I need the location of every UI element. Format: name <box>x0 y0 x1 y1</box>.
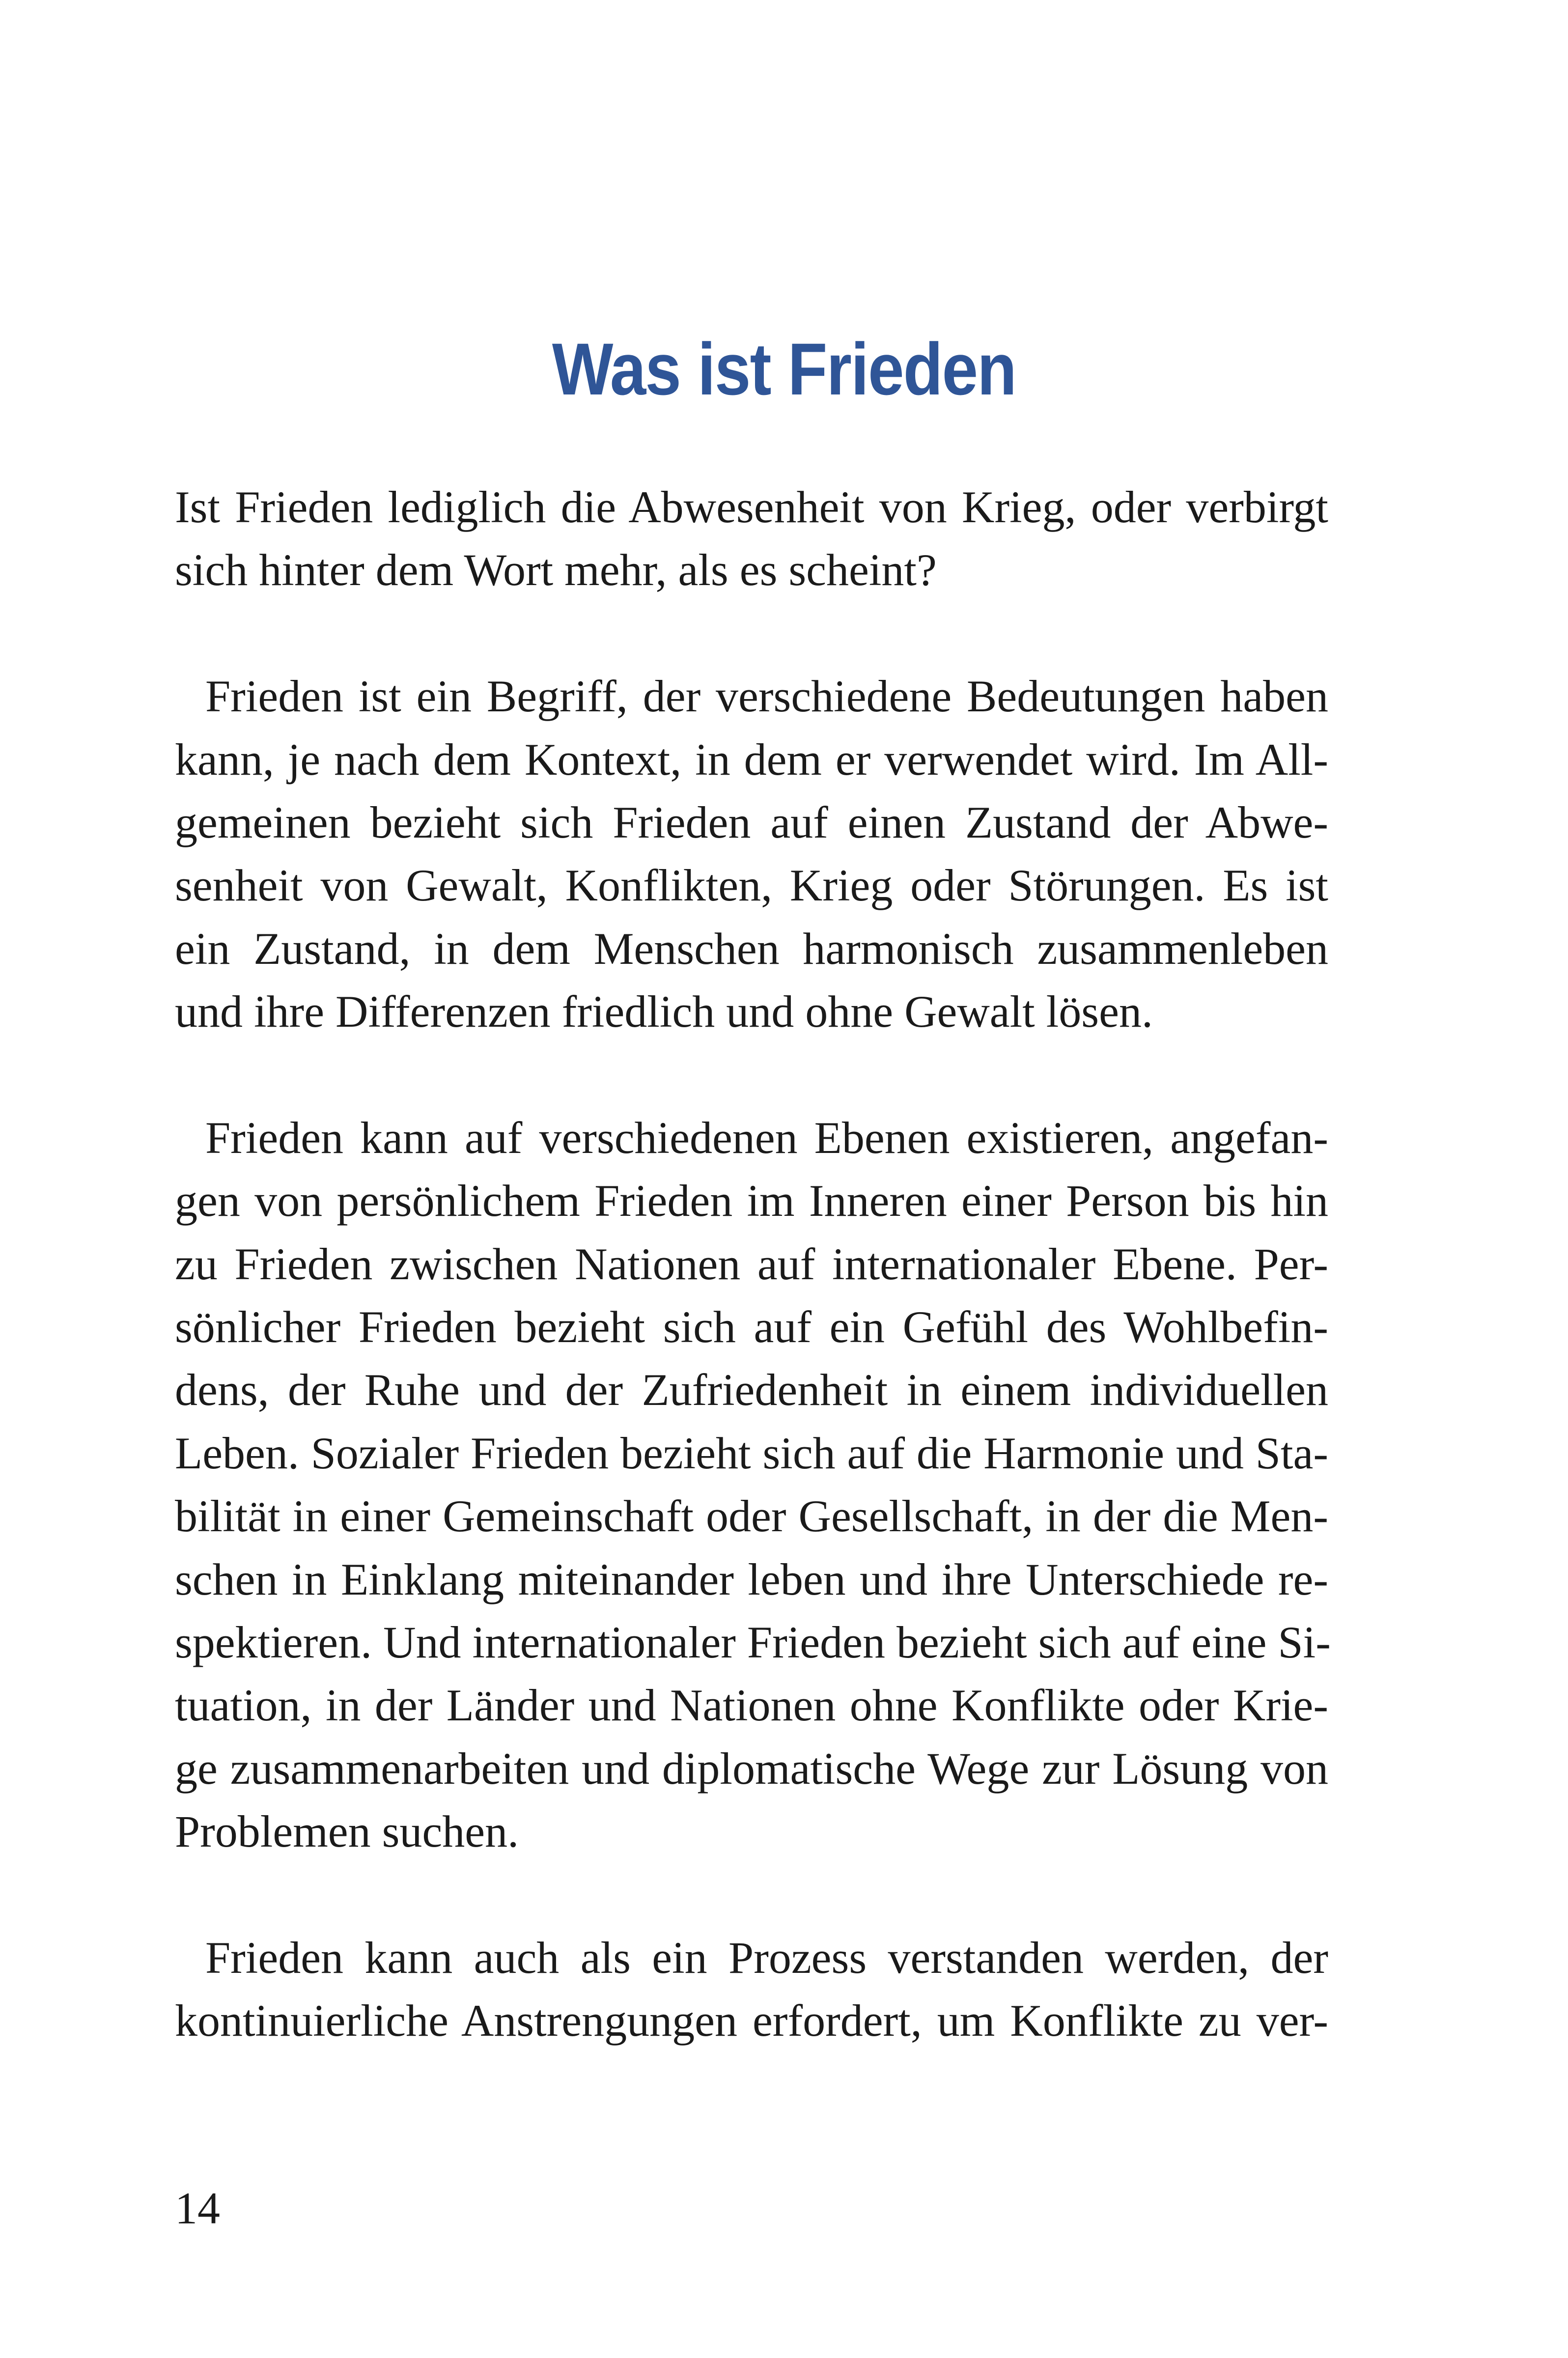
text-line: sönlicher Frieden bezieht sich auf ein Gefühl des Wohlbefin- <box>175 1302 1328 1352</box>
text-line: und ihre Differenzen friedlich und ohne Gewalt lösen. <box>175 986 1153 1037</box>
paragraph-3 <box>175 1106 1331 1863</box>
text-line: kann, je nach dem Kontext, in dem er verwendet wird. Im All- <box>175 734 1328 785</box>
text-line: gen von persönlichem Frieden im Inneren einer Person bis hin <box>175 1176 1328 1226</box>
text-line: kontinuierliche Anstrengungen erfordert, um Konflikte zu ver- <box>175 1995 1328 2046</box>
text-line: ein Zustand, in dem Menschen harmonisch zusammenleben <box>175 923 1328 974</box>
text-line: Leben. Sozialer Frieden bezieht sich auf die Harmonie und Sta- <box>175 1428 1328 1478</box>
page-number: 14 <box>175 2183 220 2233</box>
text-line: schen in Einklang miteinander leben und ihre Unterschiede re- <box>175 1554 1328 1604</box>
text-line: Ist Frieden lediglich die Abwesenheit von Krieg, oder verbirgt <box>175 482 1328 532</box>
text-line: spektieren. Und internationaler Frieden bezieht sich auf eine Si- <box>175 1617 1331 1668</box>
text-line: Frieden ist ein Begriff, der verschiedene Bedeutungen haben <box>205 671 1328 722</box>
paragraph-1 <box>175 476 1328 602</box>
chapter-title: Was ist Frieden <box>552 327 1016 410</box>
paragraph-2 <box>175 665 1328 1043</box>
text-line: zu Frieden zwischen Nationen auf internationaler Ebene. Per- <box>175 1238 1328 1289</box>
text-line: tuation, in der Länder und Nationen ohne Konflikte oder Krie- <box>175 1680 1328 1731</box>
text-line: Frieden kann auch als ein Prozess verstanden werden, der <box>205 1932 1328 1983</box>
paragraph-4 <box>175 1926 1328 2052</box>
text-line: Problemen suchen. <box>175 1806 519 1857</box>
text-line: sich hinter dem Wort mehr, als es scheint? <box>175 545 937 595</box>
text-line: ge zusammenarbeiten und diplomatische Wege zur Lösung von <box>175 1743 1328 1794</box>
text-line: senheit von Gewalt, Konflikten, Krieg oder Störungen. Es ist <box>175 860 1328 911</box>
text-line: dens, der Ruhe und der Zufriedenheit in einem individuellen <box>175 1365 1328 1415</box>
text-line: gemeinen bezieht sich Frieden auf einen Zustand der Abwe- <box>175 797 1328 847</box>
text-line: bilität in einer Gemeinschaft oder Gesellschaft, in der die Men- <box>175 1491 1328 1542</box>
body-text <box>175 476 1331 2115</box>
text-line: Frieden kann auf verschiedenen Ebenen existieren, angefan- <box>205 1112 1328 1163</box>
